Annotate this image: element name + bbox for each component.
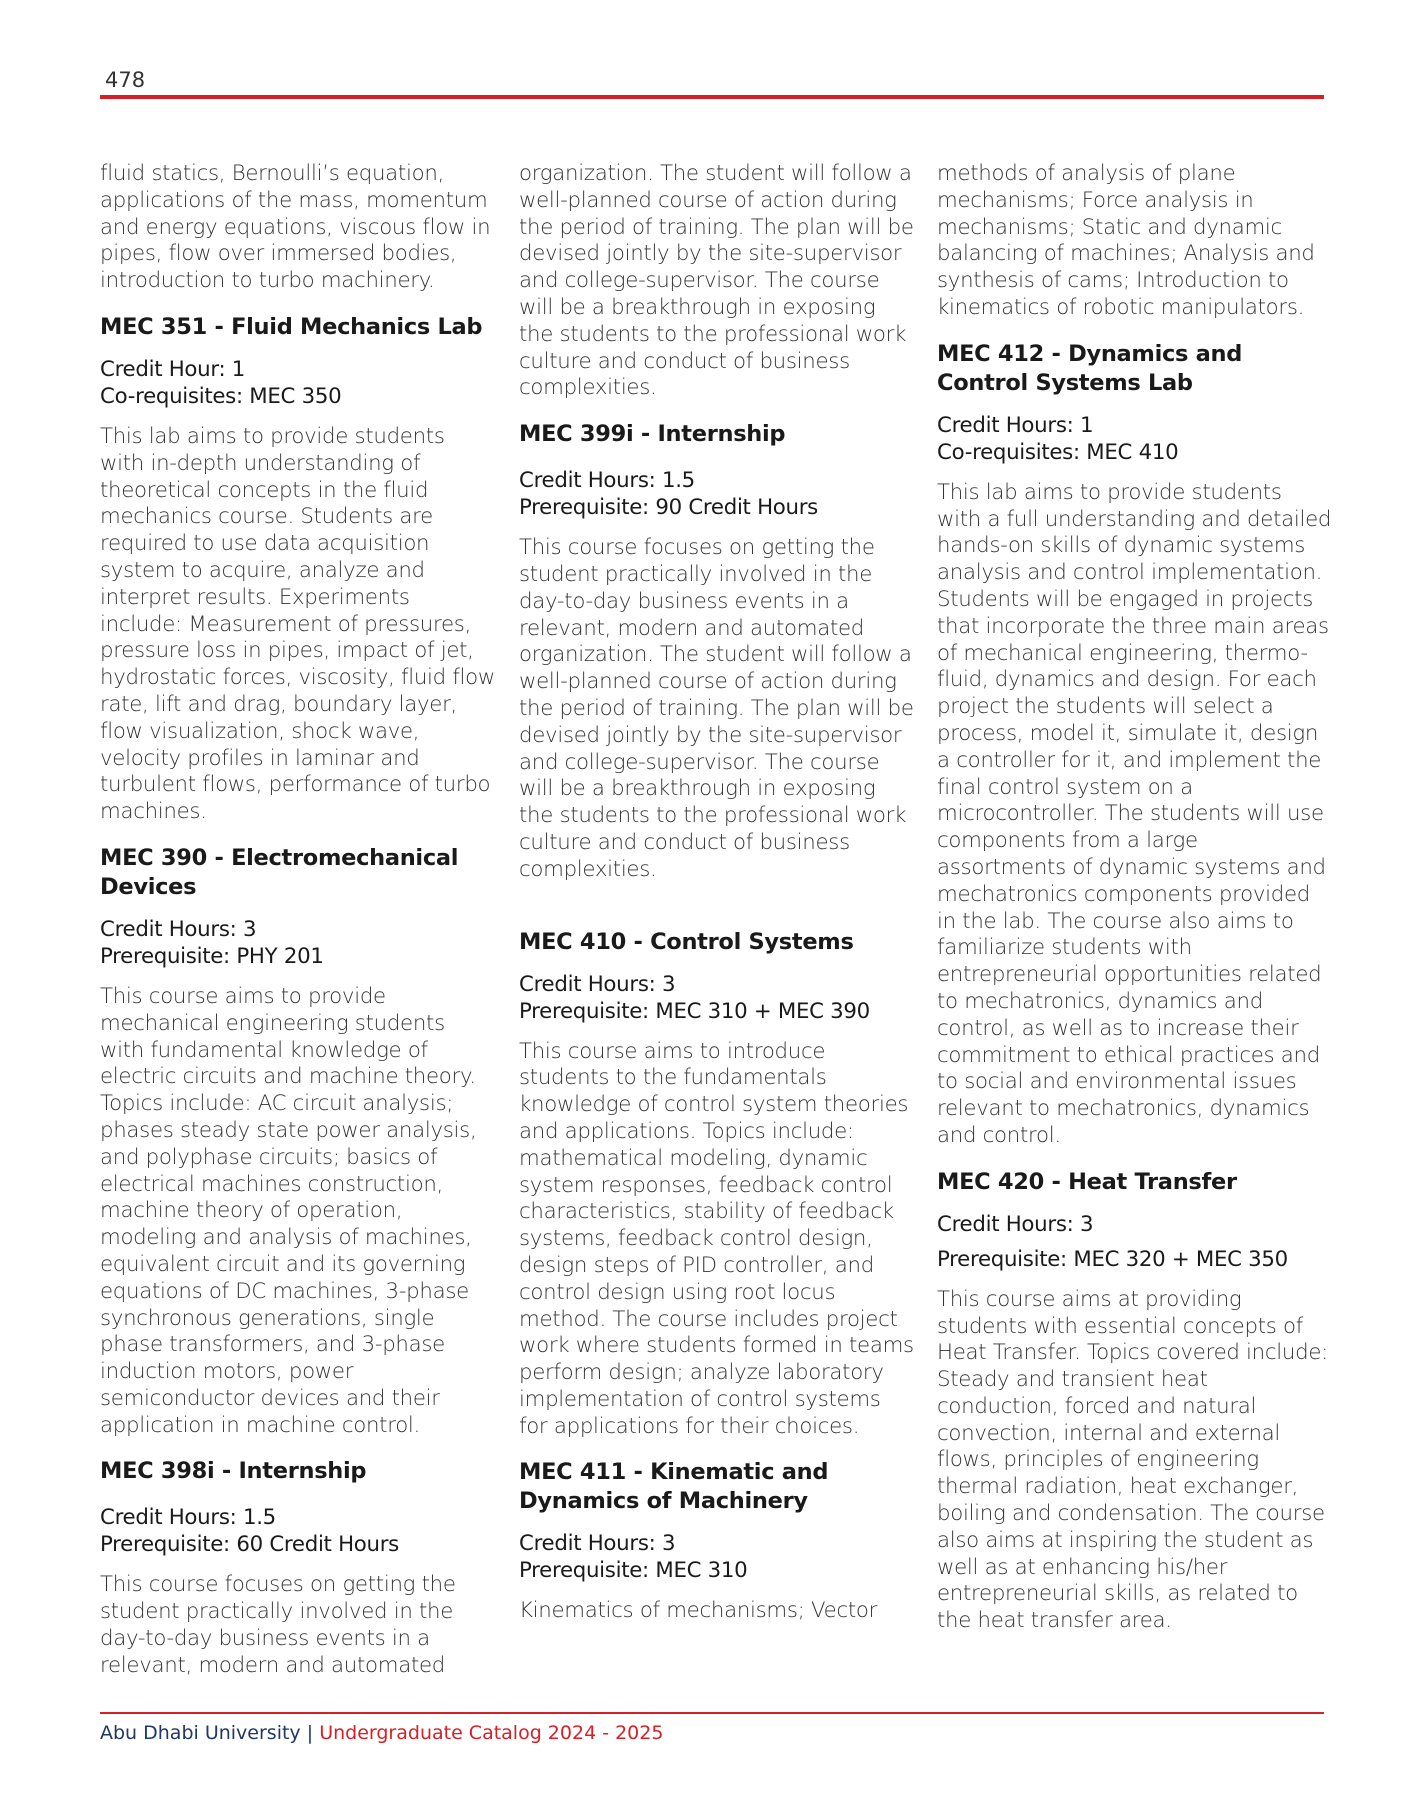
course-meta-mec390 — [100, 916, 495, 970]
col3-intro-text: methods of analysis of plane mechanisms; Force analysis in mechanisms; Static and dynamic balancing of machines; Analysis and synthesis of cams; Introduction to kinematics of robotic manipulators. — [937, 161, 1315, 320]
course-desc-mec411: Kinematics of mechanisms; Vector — [519, 1598, 878, 1624]
requisite: Prerequisite: MEC 310 + MEC 390 — [519, 998, 870, 1024]
course-meta-mec410 — [519, 971, 914, 1025]
requisite: Prerequisite: 60 Credit Hours — [100, 1532, 399, 1558]
course-desc-mec351: This lab aims to provide students with in-depth understanding of theoretical concepts in the fluid mechanics course. Students are required to use data acquisition system to acquire, analyze and interpret results. Experiments include: Measurement of pressures, pressure loss in pipes, impact of jet, hydrostatic forces, viscosity, fluid flow rate, lift and drag, boundary layer, flow visualization, shock wave, velocity profiles in laminar and turbulent flows, performance of turbo machines. — [100, 423, 495, 825]
course-desc-mec420: This course aims at providing students with essential concepts of Heat Transfer. Topics covered include: Steady and transient heat conduction, forced and natural convection, internal and external flows, principles of engineering thermal radiation, heat exchanger, boiling and condensation. The course also aims at inspiring the student as well as at enhancing his/her entrepreneurial skills, as related to the heat transfer area. — [937, 1286, 1328, 1634]
course-desc-mec390: This course aims to provide mechanical engineering students with fundamental knowledge of electric circuits and machine theory. Topics include: AC circuit analysis; phases steady state power analysis, and polyphase circuits; basics of electrical machines construction, machine theory of operation, modeling and analysis of machines, equivalent circuit and its governing equations of DC machines, 3-phase synchronous generations, single phase transformers, and 3-phase induction motors, power semiconductor devices and their application in machine control. — [100, 983, 477, 1438]
requisite: Co-requisites: MEC 410 — [937, 439, 1179, 465]
course-title-mec412: MEC 412 - Dynamics and Control Systems Lab — [937, 340, 1243, 396]
course-title-mec410: MEC 410 - Control Systems — [519, 928, 854, 955]
col1-intro-text: fluid statics, Bernoulli’s equation, applications of the mass, momentum and energy equations, viscous flow in pipes, flow over immersed bodies, introduction to turbo machinery. — [100, 161, 491, 294]
credit-hours: Credit Hours: 3 — [937, 1211, 1094, 1237]
course-meta-mec398i — [100, 1504, 495, 1558]
course-title-mec399i: MEC 399i - Internship — [519, 421, 786, 448]
credit-hours: Credit Hours: 1.5 — [519, 468, 695, 494]
credit-hours: Credit Hours: 1 — [937, 412, 1094, 438]
course-desc-mec399i: This course focuses on getting the student practically involved in the day-to-day business events in a relevant, modern and automated organization. The student will follow a well-planned course of action during the period of training. The plan will be devised jointly by the site-supervisor and college-supervisor. The course will be a breakthrough in exposing the students to the professional work culture and conduct of business complexities. — [519, 535, 914, 882]
column-3 — [937, 161, 1332, 1635]
course-title-mec420: MEC 420 - Heat Transfer — [937, 1168, 1237, 1195]
course-desc-mec410: This course aims to introduce students to the fundamentals knowledge of control system theories and applications. Topics include: mathematical modeling, dynamic system responses, feedback control characteristics, stability of feedback systems, feedback control design, design steps of PID controller, and control design using root locus method. The course includes project work where students formed in teams perform design; analyze laboratory implementation of control systems for applications for their choices. — [519, 1038, 914, 1439]
course-title-mec390: MEC 390 - Electromechanical Devices — [100, 844, 459, 900]
column-1 — [100, 161, 495, 1680]
course-desc-mec412: This lab aims to provide students with a full understanding and detailed hands-on skills of dynamic systems analysis and control implementation. Students will be engaged in projects that incorporate the three main areas of mechanical engineering, thermo- fluid, dynamics and design. For each project the students will select a process, model it, simulate it, design a controller for it, and implement the final control system on a microcontroller. The students will use components from a large assortments of dynamic systems and mechatronics components provided in the lab. The course also aims to familiarize students with entrepreneurial opportunities related to mechatronics, dynamics and control, as well as to increase their commitment to ethical practices and to social and environmental issues relevant to mechatronics, dynamics and control. — [937, 479, 1332, 1148]
credit-hours: Credit Hours: 3 — [100, 916, 257, 942]
footer — [100, 1722, 663, 1744]
footer-university: Abu Dhabi University — [100, 1722, 301, 1744]
course-meta-mec399i — [519, 467, 914, 521]
column-2 — [519, 161, 914, 1625]
course-title-mec351: MEC 351 - Fluid Mechanics Lab — [100, 313, 483, 340]
page-number: 478 — [105, 68, 146, 92]
course-title-mec411: MEC 411 - Kinematic and Dynamics of Machinery — [519, 1459, 829, 1515]
credit-hours: Credit Hour: 1 — [100, 356, 246, 382]
footer-rule — [100, 1712, 1324, 1714]
footer-catalog: Undergraduate Catalog 2024 - 2025 — [319, 1722, 664, 1744]
requisite: Prerequisite: PHY 201 — [100, 943, 324, 969]
course-meta-mec351 — [100, 356, 495, 410]
requisite: Prerequisite: MEC 310 — [519, 1558, 748, 1584]
course-title-mec398i: MEC 398i - Internship — [100, 1458, 367, 1485]
requisite: Co-requisites: MEC 350 — [100, 383, 342, 409]
course-meta-mec412 — [937, 412, 1332, 466]
requisite: Prerequisite: MEC 320 + MEC 350 — [937, 1246, 1288, 1272]
credit-hours: Credit Hours: 1.5 — [100, 1505, 276, 1531]
requisite: Prerequisite: 90 Credit Hours — [519, 495, 818, 521]
col2-intro-text: organization. The student will follow a well-planned course of action during the period of training. The plan will be devised jointly by the site-supervisor and college-supervisor. The course will be a breakthrough in exposing the students to the professional work culture and conduct of business complexities. — [519, 161, 914, 401]
footer-separator: | — [306, 1722, 314, 1744]
credit-hours: Credit Hours: 3 — [519, 971, 676, 997]
credit-hours: Credit Hours: 3 — [519, 1531, 676, 1557]
header-rule — [100, 95, 1324, 99]
course-meta-mec420 — [937, 1211, 1332, 1273]
course-meta-mec411 — [519, 1530, 914, 1584]
course-desc-mec398i: This course focuses on getting the student practically involved in the day-to-day business events in a relevant, modern and automated — [100, 1572, 456, 1678]
